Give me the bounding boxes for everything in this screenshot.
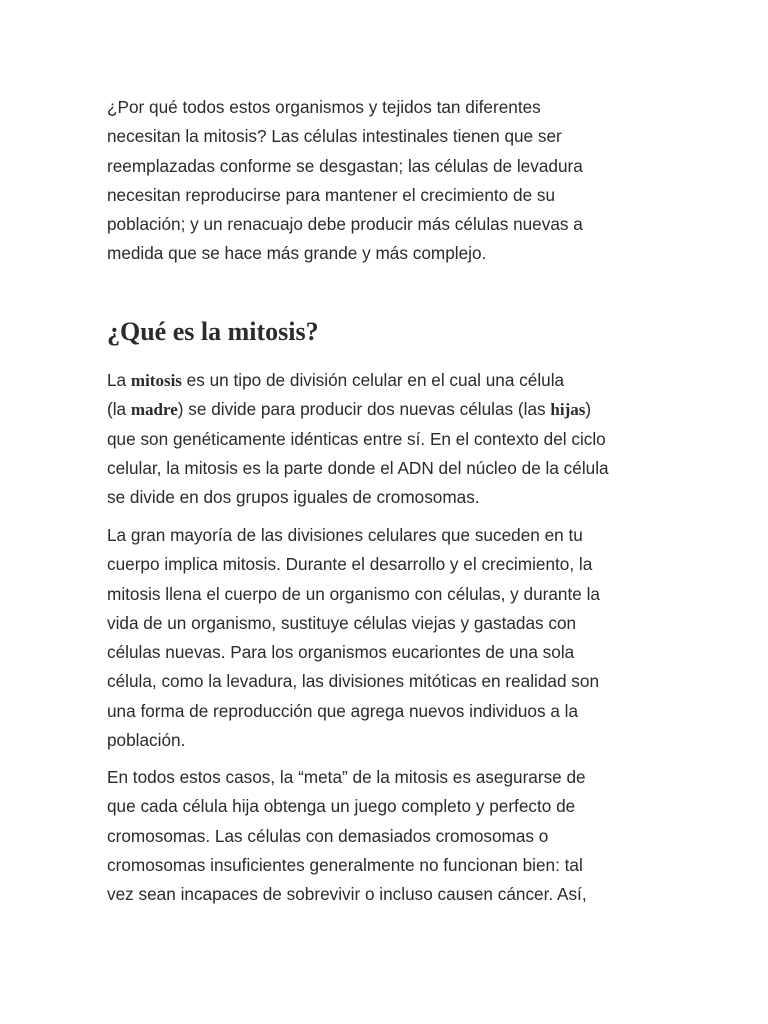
majority-line-3: mitosis llena el cuerpo de un organismo con células, y durante la	[107, 583, 600, 604]
definition-text: es un tipo de división celular en el cual una célula	[181, 370, 565, 390]
term-hijas: hijas	[550, 400, 586, 420]
definition-paragraph	[107, 366, 609, 512]
section-heading: ¿Qué es la mitosis?	[107, 317, 319, 346]
definition-text: ) se divide para producir dos nuevas células (las	[177, 399, 551, 420]
goal-line-5: vez sean incapaces de sobrevivir o incluso causen cáncer. Así,	[107, 884, 587, 905]
definition-text: (la	[107, 399, 131, 420]
definition-line-5: se divide en dos grupos iguales de cromosomas.	[107, 487, 480, 508]
majority-line-2: cuerpo implica mitosis. Durante el desarrollo y el crecimiento, la	[107, 554, 593, 575]
intro-line-6: medida que se hace más grande y más complejo.	[107, 243, 487, 264]
goal-line-2: que cada célula hija obtenga un juego completo y perfecto de	[107, 796, 576, 817]
goal-paragraph	[107, 763, 587, 909]
majority-line-6: célula, como la levadura, las divisiones mitóticas en realidad son	[107, 671, 600, 692]
intro-line-3: reemplazadas conforme se desgastan; las células de levadura	[107, 155, 583, 176]
majority-paragraph	[107, 521, 600, 755]
majority-line-8: población.	[107, 730, 186, 751]
document-page	[107, 93, 667, 905]
definition-text: )	[585, 399, 592, 420]
term-mitosis: mitosis	[130, 371, 182, 390]
majority-line-1: La gran mayoría de las divisiones celulares que suceden en tu	[107, 525, 583, 545]
intro-paragraph	[107, 93, 667, 269]
goal-line-1: En todos estos casos, la “meta” de la mitosis es asegurarse de	[107, 767, 586, 787]
definition-line-4: celular, la mitosis es la parte donde el ADN del núcleo de la célula	[107, 457, 609, 478]
majority-line-7: una forma de reproducción que agrega nuevos individuos a la	[107, 700, 579, 721]
definition-text: La	[107, 370, 131, 390]
intro-line-1: ¿Por qué todos estos organismos y tejidos tan diferentes	[107, 97, 541, 117]
intro-line-4: necesitan reproducirse para mantener el crecimiento de su	[107, 184, 556, 205]
intro-line-2: necesitan la mitosis? Las células intestinales tienen que ser	[107, 126, 562, 147]
majority-line-5: células nuevas. Para los organismos eucariontes de una sola	[107, 642, 575, 663]
term-madre: madre	[130, 400, 178, 420]
goal-line-3: cromosomas. Las células con demasiados cromosomas o	[107, 825, 549, 846]
goal-line-4: cromosomas insuficientes generalmente no funcionan bien: tal	[107, 854, 583, 875]
majority-line-4: vida de un organismo, sustituye células viejas y gastadas con	[107, 612, 577, 633]
definition-line-3: que son genéticamente idénticas entre sí. En el contexto del ciclo	[107, 428, 606, 449]
intro-line-5: población; y un renacuajo debe producir más células nuevas a	[107, 214, 583, 235]
